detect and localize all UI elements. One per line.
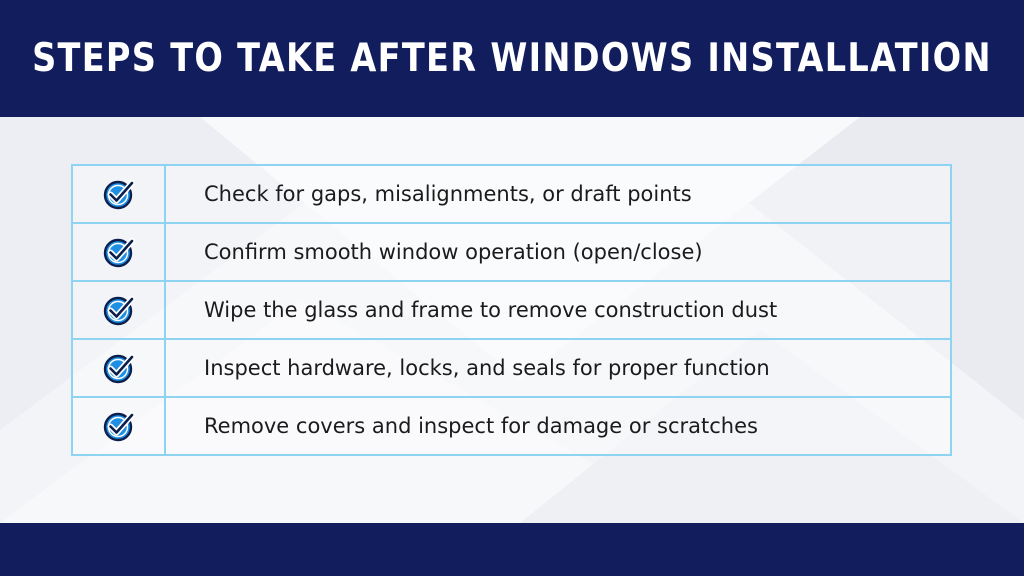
checklist-item-label: Check for gaps, misalignments, or draft points [165,165,951,223]
checklist-item-label: Wipe the glass and frame to remove construction dust [165,281,951,339]
checklist-icon-cell [72,165,165,223]
checklist-row [72,397,951,455]
checklist-icon-cell [72,223,165,281]
checklist-item-label: Inspect hardware, locks, and seals for proper function [165,339,951,397]
page-title: STEPS TO TAKE AFTER WINDOWS INSTALLATION [32,36,992,81]
checklist-icon-cell [72,339,165,397]
checklist-item-label: Remove covers and inspect for damage or scratches [165,397,951,455]
checklist-row [72,281,951,339]
checklist-row [72,223,951,281]
checklist-icon-cell [72,397,165,455]
check-circle-icon [102,235,136,269]
checklist-item-label: Confirm smooth window operation (open/close) [165,223,951,281]
footer-bar [0,523,1024,576]
checklist-row [72,165,951,223]
checklist-row [72,339,951,397]
check-circle-icon [102,293,136,327]
checklist-icon-cell [72,281,165,339]
check-circle-icon [102,351,136,385]
header-banner [0,0,1024,117]
checklist-table [71,164,952,456]
check-circle-icon [102,177,136,211]
check-circle-icon [102,409,136,443]
